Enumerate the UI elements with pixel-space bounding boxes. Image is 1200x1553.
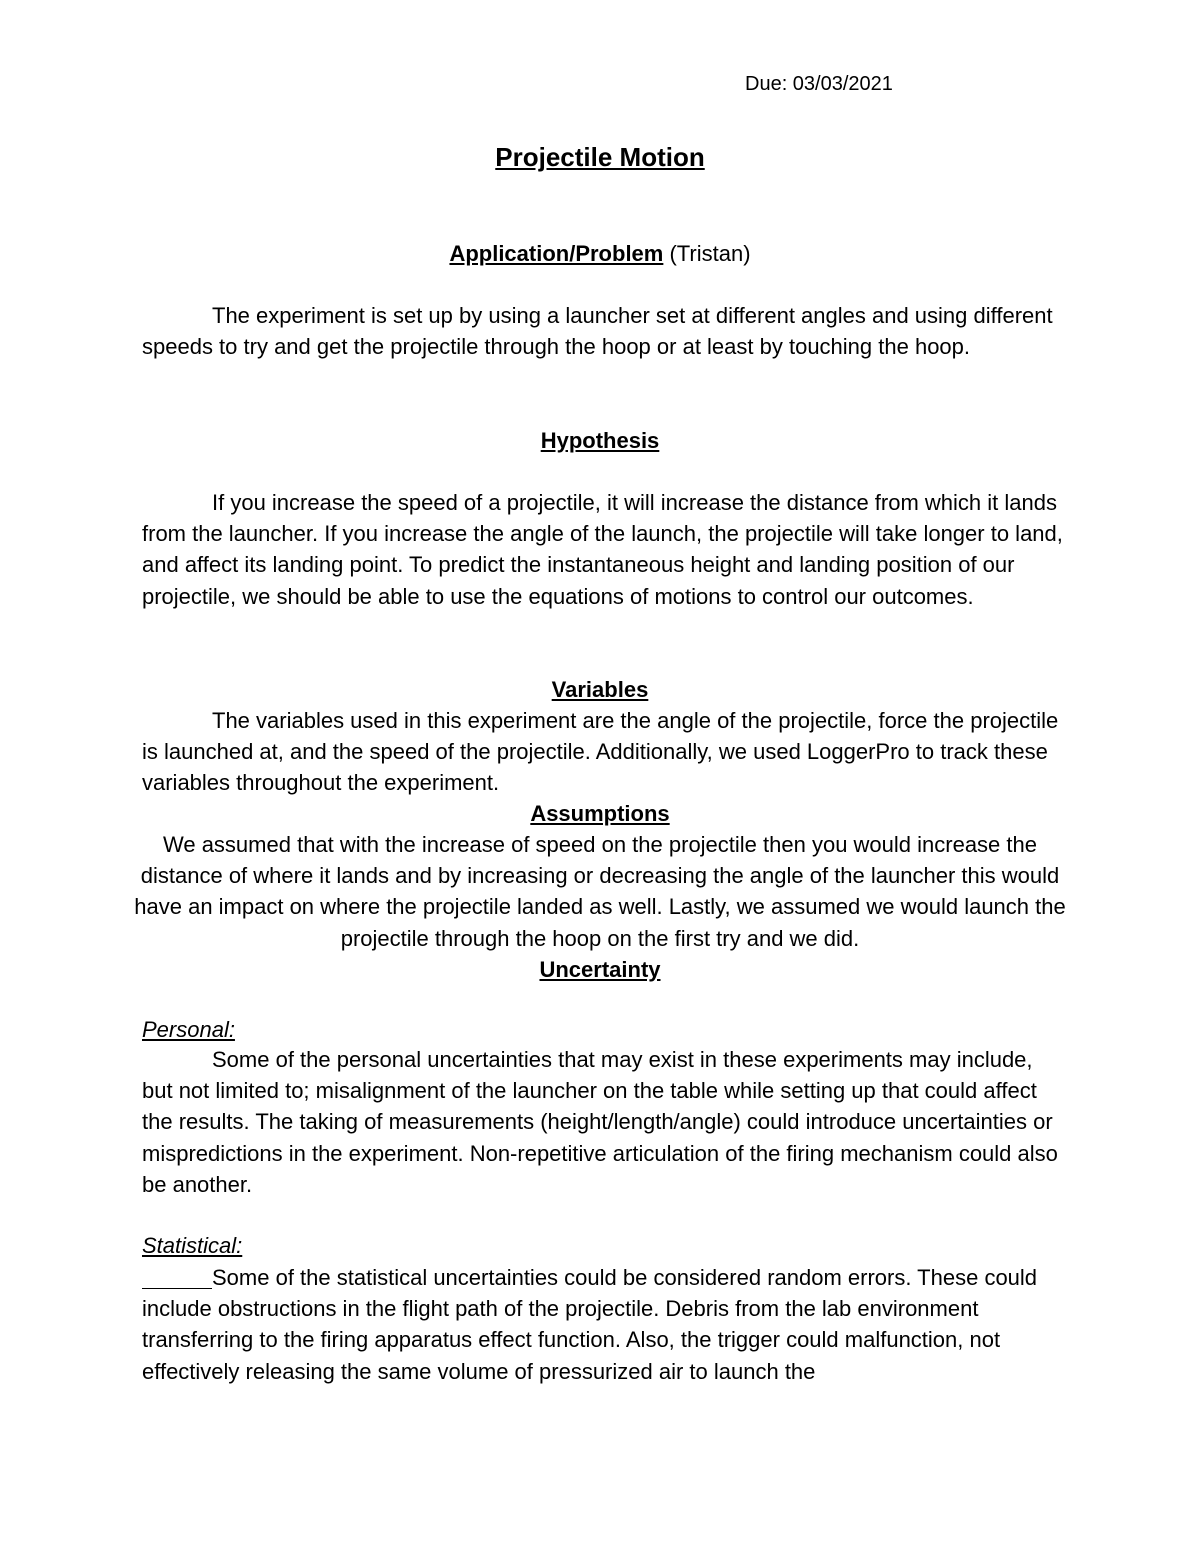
assumptions-heading-line (0, 798, 1200, 829)
due-date: Due: 03/03/2021 (745, 73, 893, 95)
variables-heading: Variables (551, 677, 649, 702)
variables-paragraph (142, 705, 1067, 799)
statistical-subheading: Statistical: (142, 1233, 243, 1258)
personal-body: Some of the personal uncertainties that may exist in these experiments may include, but not limited to; misalignment of the launcher on the table while setting up that could affect the results. The taking of measurements (height/length/angle) could introduce uncertainties or mispredictions in the experiment. Non-repetitive articulation of the firing mechanism could also be another. (142, 1047, 1058, 1197)
hypothesis-paragraph (142, 487, 1067, 612)
hypothesis-body: If you increase the speed of a projectile, it will increase the distance from which it lands from the launcher. If you increase the angle of the launch, the projectile will take longer to land, and affect its landing point. To predict the instantaneous height and landing position of our projectile, we should be able to use the equations of motions to control our outcomes. (142, 490, 1063, 609)
statistical-body: Some of the statistical uncertainties could be considered random errors. These could include obstructions in the flight path of the projectile. Debris from the lab environment transferring to the firing apparatus effect function. Also, the trigger could malfunction, not effectively releasing the same volume of pressurized air to launch the (142, 1265, 1038, 1384)
assumptions-heading: Assumptions (530, 801, 670, 826)
personal-subheading: Personal: (142, 1017, 235, 1042)
application-heading: Application/Problem (449, 241, 664, 266)
uncertainty-heading: Uncertainty (539, 957, 661, 982)
hypothesis-heading-line (0, 425, 1200, 456)
indent-underline (142, 1266, 212, 1289)
hypothesis-heading: Hypothesis (540, 428, 660, 453)
document-title: Projectile Motion (495, 142, 705, 172)
statistical-paragraph (142, 1262, 1067, 1387)
application-author: (Tristan) (669, 241, 751, 266)
application-paragraph (142, 300, 1067, 362)
assumptions-paragraph: We assumed that with the increase of speed on the projectile then you would increase the distance of where it lands and by increasing or decreasing the angle of the launcher this would have an impact on where the projectile landed as well. Lastly, we assumed we would launch the projectile through the hoop on the first try and we did. (134, 832, 1066, 951)
variables-heading-line (0, 674, 1200, 705)
application-body: The experiment is set up by using a launcher set at different angles and using different speeds to try and get the projectile through the hoop or at least by touching the hoop. (142, 303, 1053, 360)
variables-body: The variables used in this experiment are the angle of the projectile, force the projectile is launched at, and the speed of the projectile. Additionally, we used LoggerPro to track these variables throughout the experiment. (142, 708, 1059, 796)
application-heading-line (0, 238, 1200, 269)
uncertainty-heading-line (0, 954, 1200, 985)
personal-paragraph (142, 1044, 1067, 1200)
